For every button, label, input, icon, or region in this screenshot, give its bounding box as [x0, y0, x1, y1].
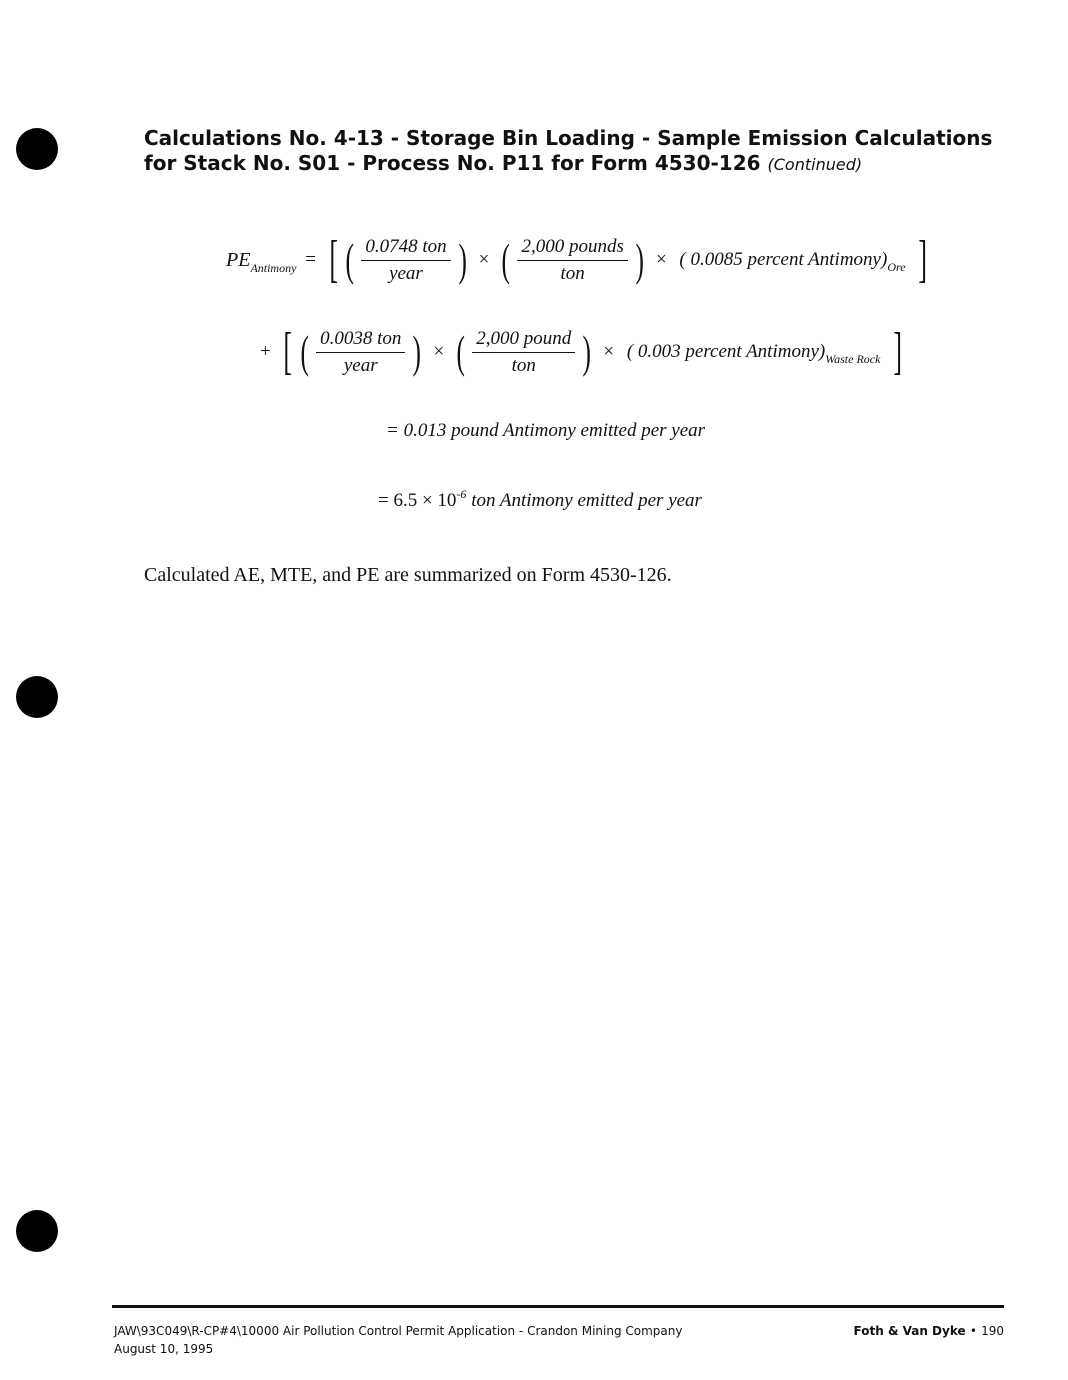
equals-sign: =: [305, 249, 316, 270]
company-name: Foth & Van Dyke: [853, 1324, 966, 1338]
footer-left: [114, 1322, 682, 1358]
open-bracket: [: [328, 231, 338, 288]
fraction-tons-per-year: $\frac{\text{0.0748 ton}}{\text{year}}$: [361, 236, 450, 285]
antimony-factor-waste-rock: ( 0.003 percent $Antimony)_{Waste Rock}$: [626, 341, 881, 366]
result-tons: = $6.5 \times 10^{-6}$ ton Antimony emitted per year: [378, 487, 702, 511]
punch-hole-bottom: [16, 1210, 58, 1252]
times-sign: ×: [478, 249, 490, 270]
footer-right: [854, 1322, 1004, 1340]
close-bracket: ]: [893, 323, 903, 380]
footer-bullet: •: [969, 1324, 977, 1338]
doc-reference: JAW\93C049\R-CP#4\10000 Air Pollution Control Permit Application - Crandon Mining Company: [114, 1324, 683, 1338]
times-sign: ×: [655, 249, 667, 270]
antimony-factor-ore: ( 0.0085 percent $Antimony)_{Ore}$: [679, 249, 906, 274]
times-sign: ×: [433, 341, 445, 362]
page-number: 190: [981, 1324, 1004, 1338]
footer-rule: [112, 1305, 1004, 1308]
fraction-tons-per-year: $\frac{\text{0.0038 ton}}{\text{year}}$: [316, 328, 405, 377]
fraction-pound-per-ton: $\frac{\text{2,000 pound}}{\text{ton}}$: [472, 328, 575, 377]
open-bracket: [: [283, 323, 293, 380]
result-pounds: = 0.013 pound Antimony emitted per year: [386, 420, 706, 441]
fraction-pounds-per-ton: $\frac{\text{2,000 pounds}}{\text{ton}}$: [517, 236, 627, 285]
times-sign: ×: [603, 341, 615, 362]
doc-date: August 10, 1995: [114, 1342, 214, 1356]
summary-text: Calculated AE, MTE, and PE are summarized on Form 4530-126.: [144, 564, 672, 586]
page-title: [144, 126, 1004, 177]
punch-hole-top: [16, 128, 58, 170]
title-continued: (Continued): [767, 155, 863, 174]
plus-sign: +: [260, 341, 271, 362]
title-text: Calculations No. 4-13 - Storage Bin Loading - Sample Emission Calculations for Stack No. S01 - Process No. P11 for Form 4530-126: [144, 126, 993, 175]
pe-symbol: $PE_{Antimony}$: [226, 248, 297, 275]
equation-line-2: + [ ( $\frac{\text{0.0038 ton}}{\text{year}}$ ) × ( $\frac{\text{2,000 pound}}{\text{ton}}$ ) × ( 0.003 percent $Antimony)_{Waste Rock}$ ]: [260, 323, 903, 380]
close-bracket: ]: [918, 231, 928, 288]
equation-line-1: $PE_{Antimony}$ = [ ( $\frac{\text{0.0748 ton}}{\text{year}}$ ) × ( $\frac{\text{2,000 pounds}}{\text{ton}}$ ) × ( 0.0085 percent $Antimony)_{Ore}$ ]: [226, 231, 928, 288]
punch-hole-middle: [16, 676, 58, 718]
